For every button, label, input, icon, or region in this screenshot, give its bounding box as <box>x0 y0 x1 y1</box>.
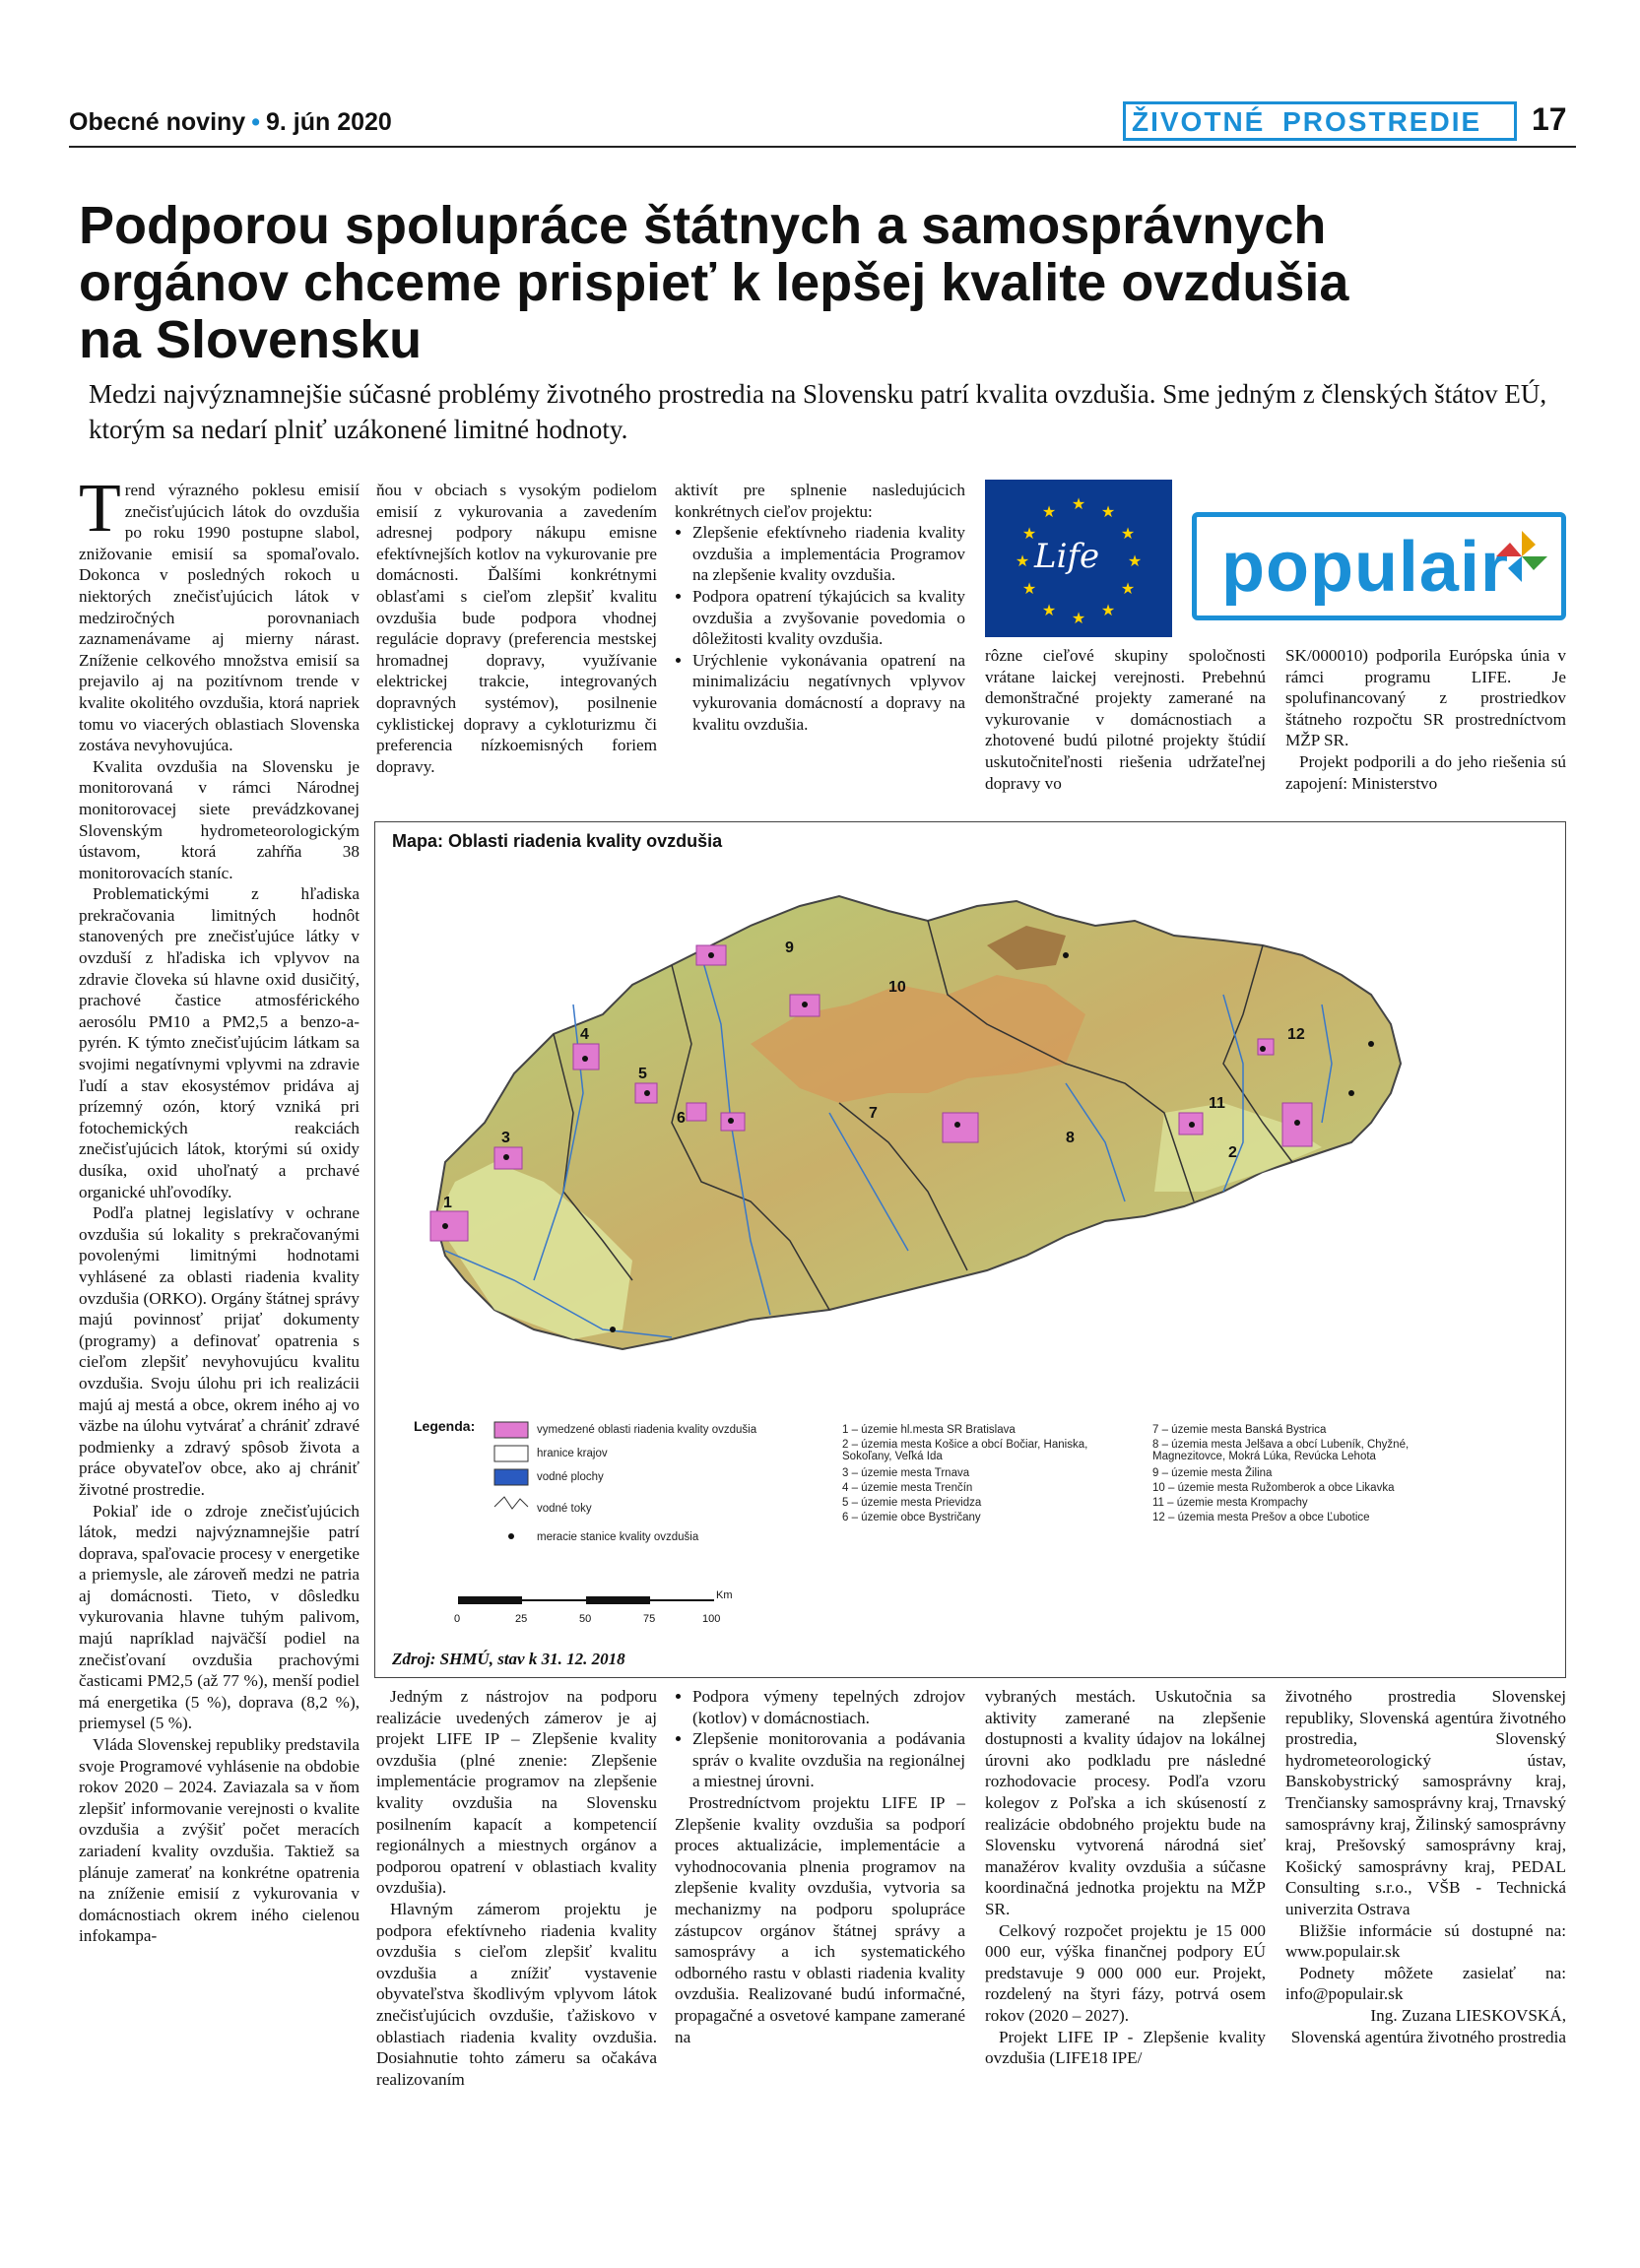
column-2-top <box>376 480 657 777</box>
life-logo-text: Life <box>1034 537 1100 576</box>
zone-number: 11 <box>1209 1095 1225 1112</box>
scale-tick: 0 <box>454 1613 461 1625</box>
issue-date: 9. jún 2020 <box>265 108 392 136</box>
header-rule <box>69 146 1576 148</box>
legend-item: hranice krajov <box>537 1448 608 1459</box>
separator-dot: • <box>251 108 260 136</box>
title-line: na Slovensku <box>79 310 423 369</box>
zone-number: 12 <box>1287 1026 1305 1043</box>
slovakia-map <box>376 867 1564 1418</box>
pinwheel-icon <box>1492 527 1551 586</box>
zone-list-item: 2 – územia mesta Košice a obcí Bočiar, Haniska, Sokoľany, Veľká Ida <box>842 1439 1088 1462</box>
paragraph: Jedným z nástrojov na podporu realizácie uvedených zámerov je aj projekt LIFE IP – Zlepšenie kvality ovzdušia (plné znenie: Zlepšenie implementácie programov na zlepšenie kvality ovzdušia na Slovensku posilnením kapacít a kompetencií regionálnych a miestnych orgánov a podporou opatrení v oblastiach kvality ovzdušia). <box>376 1687 657 1898</box>
zone-number: 8 <box>1066 1130 1075 1146</box>
paragraph: Bližšie informácie sú dostupné na: www.populair.sk <box>1285 1920 1566 1962</box>
paragraph: Podnety môžete zasielať na: info@populair.sk <box>1285 1963 1566 2004</box>
list-item: • Zlepšenie efektívneho riadenia kvality ovzdušia a implementácia Programov na zlepšenie kvality ovzdušia. <box>692 522 965 586</box>
svg-text:★: ★ <box>1021 581 1037 598</box>
zone-list-item: 1 – územie hl.mesta SR Bratislava <box>842 1424 1016 1436</box>
zone-list-item: 4 – územie mesta Trenčín <box>842 1482 973 1494</box>
paragraph: Podľa platnej legislatívy v ochrane ovzdušia sú lokality s prekračovanými povolenými limitnými hodnotami vyhlásené za oblasti riadenia kvality ovzdušia (ORKO). Orgány štátnej správy majú povinnosť prijať dokumenty (programy) a definovať opatrenia s cieľom zlepšiť nevyhovujúcu kvalitu ovzdušia. Svoju úlohu pri ich realizácii majú aj mestá a obce, okrem iného aj vo väzbe na úlohu vytvárať a chrániť zdravé podmienky a zdravý spôsob života a práce obyvateľov obce, ako aj chrániť životné prostredie. <box>79 1203 360 1499</box>
column-4-bottom <box>985 1686 1266 2069</box>
zone-number: 5 <box>638 1066 647 1082</box>
paragraph: Vláda Slovenskej republiky predstavila svoje Programové vyhlásenie na obdobie rokov 2020 – 2024. Zaviazala sa v ňom zlepšiť informovanie verejnosti o kvalite ovzdušia a zvýšiť počet meracích zariadení kvality ovzdušia. Taktiež sa plánuje zamerať na konkrétne opatrenia na zníženie emisií z vykurovania v domácnostiach okrem iného cielenou infokampa- <box>79 1735 360 1946</box>
publication-name: Obecné noviny <box>69 108 246 136</box>
svg-text:★: ★ <box>1127 553 1143 570</box>
column-3-bottom <box>675 1686 965 2047</box>
article-title <box>79 197 1556 368</box>
zone-number: 2 <box>1228 1144 1237 1161</box>
paragraph: Projekt podporili a do jeho riešenia sú zapojení: Ministerstvo <box>1285 751 1566 793</box>
title-line: Podporou spolupráce štátnych a samosprávnych <box>79 196 1327 255</box>
zone-list-item: 12 – územia mesta Prešov a obce Ľubotice <box>1152 1512 1370 1523</box>
legend-swatches <box>492 1418 532 1566</box>
zone-number: 1 <box>443 1195 452 1211</box>
legend-item: vymedzené oblasti riadenia kvality ovzdušia <box>537 1424 757 1436</box>
legend-item: meracie stanice kvality ovzdušia <box>537 1531 699 1543</box>
svg-text:★: ★ <box>1120 526 1136 543</box>
list-item: • Podpora opatrení týkajúcich sa kvality ovzdušia a zvyšovanie povedomia o dôležitosti kvality ovzdušia. <box>692 586 965 650</box>
svg-text:★: ★ <box>1021 526 1037 543</box>
svg-text:★: ★ <box>1071 496 1086 513</box>
paragraph: Prostredníctvom projektu LIFE IP – Zlepšenie kvality ovzdušia sa podporí proces aktualizácie, implementácie a vyhodnocovania plnenia programov na zlepšenie kvality ovzdušia, vytvoria sa mechanizmy na podporu spolupráce zástupcov orgánov štátnej správy a samosprávy a ich systematického odborného rastu v oblasti riadenia kvality ovzdušia. Realizované budú informačné, propagačné a osvetové kampane zamerané na <box>675 1792 965 2046</box>
paragraph: SK/000010) podporila Európska únia v rámci programu LIFE. Je spolufinancovaný z prostriedkov štátneho rozpočtu SR prostredníctvom MŽP SR. <box>1285 646 1566 750</box>
svg-text:★: ★ <box>1100 603 1116 619</box>
svg-text:★: ★ <box>1120 581 1136 598</box>
title-line: orgánov chceme prispieť k lepšej kvalite ovzdušia <box>79 253 1349 312</box>
paragraph: ňou v obciach s vysokým podielom emisií z vykurovania a zavedením adresnej podpory nákupu emisne efektívnejších kotlov na vykurovanie pre domácnosti. Ďalšími konkrétnymi oblasťami s cieľom zlepšiť kvalitu ovzdušia bude podpora vhodnej regulácie dopravy (preferencia mestskej hromadnej dopravy, využívanie elektrickej trakcie, integrovaných dopravných systémov), posilnenie cyklistickej dopravy a cykloturizmu či preferencia nízkoemisných foriem dopravy. <box>376 481 657 776</box>
paragraph: vybraných mestách. Uskutočnia sa aktivity zamerané na zlepšenie dostupnosti a kvality údajov na lokálnej úrovni ako podkladu pre následné rozhodovacie procesy. Podľa vzoru kolegov z Poľska a ich skúseností z realizácie obdobného projektu bude na Slovensku vytvorená národná sieť manažérov kvality ovzdušia a súčasne koordinačná jednotka projektu na MŽP SR. <box>985 1687 1266 1918</box>
column-4-top <box>985 645 1266 794</box>
column-5-bottom <box>1285 1686 1566 2047</box>
zone-number: 9 <box>785 940 794 956</box>
paragraph: Hlavným zámerom projektu je podpora efektívneho riadenia kvality ovzdušia s cieľom zlepšiť kvalitu ovzdušia a znížiť vystavenie obyvateľstva škodlivým vplyvom látok znečisťujúcich ovzdušie, ťažiskovo v oblastiach riadenia kvality ovzdušia. Dosiahnutie tohto zámeru sa očakáva realizovaním <box>376 1899 657 2089</box>
zone-number: 10 <box>888 979 906 996</box>
scale-tick: 100 <box>702 1613 721 1625</box>
legend-item: vodné plochy <box>537 1471 604 1483</box>
author-affiliation: Slovenská agentúra životného prostredia <box>1290 2027 1566 2046</box>
paragraph: Trend výrazného poklesu emisií znečisťujúcich látok do ovzdušia po roku 1990 postupne slabol, znižovanie emisií sa spomaľovalo. Dokonca v posledných rokoch u niektorých znečisťujúcich látok v medziročných porovnaniach zaznamenávame aj mierny nárast. Zníženie celkového množstva emisií sa prejavilo aj na pozitívnom trende v kvalite okolitého ovzdušia, ktorá napriek tomu vo viacerých oblastiach Slovenska zostáva nevyhovujúca. <box>79 471 360 755</box>
article-lead: Medzi najvýznamnejšie súčasné problémy životného prostredia na Slovensku patrí kvalita ovzdušia. Sme jedným z členských štátov EÚ, ktorým sa nedarí plniť uzákonené limitné hodnoty. <box>89 379 1547 444</box>
zone-number: 6 <box>677 1110 686 1127</box>
masthead <box>69 108 392 137</box>
section-label: ŽIVOTNÉ PROSTREDIE <box>1123 101 1517 141</box>
column-1 <box>79 471 360 1947</box>
zone-list-item: 11 – územie mesta Krompachy <box>1152 1497 1308 1509</box>
svg-text:★: ★ <box>1041 504 1057 521</box>
column-5-top <box>1285 645 1566 794</box>
zone-list-item: 5 – územie mesta Prievidza <box>842 1497 982 1509</box>
svg-text:★: ★ <box>1041 603 1057 619</box>
svg-text:★: ★ <box>1100 504 1116 521</box>
paragraph: rôzne cieľové skupiny spoločnosti vrátane laickej verejnosti. Prebehnú demonštračné projekty zamerané na vykurovanie v domácnostiach a zhotovené budú pilotné projekty štúdií uskutočniteľnosti riešenia udržateľnej dopravy vo <box>985 646 1266 793</box>
zone-number: 3 <box>501 1130 510 1146</box>
zone-number: 7 <box>869 1105 878 1122</box>
column-2-bottom <box>376 1686 657 2090</box>
paragraph: životného prostredia Slovenskej republiky, Slovenská agentúra životného prostredia, Slovenský hydrometeorologický ústav, Banskobystrický samosprávny kraj, Trenčiansky samosprávny kraj, Trnavský samosprávny kraj, Žilinský samosprávny kraj, Prešovský samosprávny kraj, Košický samosprávny kraj, PEDAL Consulting s.r.o., VŠB - Technická univerzita Ostrava <box>1285 1687 1566 1918</box>
paragraph: Projekt LIFE IP - Zlepšenie kvality ovzdušia (LIFE18 IPE/ <box>985 2027 1266 2068</box>
scale-tick: 75 <box>643 1613 656 1625</box>
goals-list <box>675 522 965 735</box>
populair-logo-text: populair <box>1221 528 1509 607</box>
zone-number: 4 <box>580 1026 589 1043</box>
zone-list-item: 9 – územie mesta Žilina <box>1152 1467 1273 1479</box>
svg-text:★: ★ <box>1071 611 1086 627</box>
zone-list-item: 7 – územie mesta Banská Bystrica <box>1152 1424 1327 1436</box>
paragraph: Problematickými z hľadiska prekračovania limitných hodnôt stanovených pre znečisťujúce látky v ovzduší z hľadiska ich vplyvov na zdravie človeka sú hlavne oxid dusičitý, prachové častice atmosférického aerosólu PM10 a PM2,5 a benzo-a-pyrén. K týmto znečisťujúcim látkam sa svojimi negatívnymi vplyvmi na zdravie ľudí a stav ekosystémov pridáva aj prízemný ozón, ktorý vzniká pri fotochemických reakciách znečisťujúcich látok, ktorými sú oxidy dusíka, oxid uhoľnatý a prchavé organické uhľovodíky. <box>79 884 360 1201</box>
paragraph: Celkový rozpočet projektu je 15 000 000 eur, výška finančnej podpory EÚ predstavuje 9 000 000 eur. Projekt, rozdelený na štyri fázy, potrvá osem rokov (2020 – 2027). <box>985 1920 1266 2025</box>
scale-bar <box>448 1590 744 1630</box>
paragraph: Kvalita ovzdušia na Slovensku je monitorovaná v rámci Národnej monitorovacej siete prevádzkovanej Slovenským hydrometeorologickým ústavom, ktorá zahŕňa 38 monitorovacích staníc. <box>79 756 360 882</box>
list-item: • Urýchlenie vykonávania opatrení na minimalizáciu negatívnych vplyvov vykurovania domácností a dopravy na kvalitu ovzdušia. <box>692 650 965 735</box>
legend-item: vodné toky <box>537 1503 592 1515</box>
svg-text:★: ★ <box>1015 553 1030 570</box>
scale-tick: 25 <box>515 1613 528 1625</box>
page-number: 17 <box>1532 101 1567 137</box>
author-name: Ing. Zuzana LIESKOVSKÁ, <box>1370 2005 1566 2025</box>
zone-list-item: 6 – územie obce Bystričany <box>842 1512 981 1523</box>
column-3-top <box>675 480 965 735</box>
zone-list-item: 10 – územie mesta Ružomberok a obce Likavka <box>1152 1482 1395 1494</box>
list-item: • Zlepšenie monitorovania a podávania správ o kvalite ovzdušia na regionálnej a miestnej úrovni. <box>692 1728 965 1792</box>
drop-cap: T <box>79 471 121 547</box>
legend-title: Legenda: <box>414 1418 476 1434</box>
goals-list <box>675 1686 965 1792</box>
zone-list-item: 8 – územia mesta Jelšava a obcí Lubeník, Chyžné, Magnezitovce, Mokrá Lúka, Revúcka Lehota <box>1152 1439 1410 1462</box>
paragraph: aktivít pre splnenie nasledujúcich konkrétnych cieľov projektu: <box>675 481 965 521</box>
map-source: Zdroj: SHMÚ, stav k 31. 12. 2018 <box>392 1650 625 1668</box>
paragraph: Pokiaľ ide o zdroje znečisťujúcich látok, medzi najvýznamnejšie patrí doprava, spaľovacie procesy v energetike a priemysle, ale zároveň medzi ne patria aj domácnosti. Tieto, v dôsledku vykurovania hlavne tuhým palivom, majú napríklad najväčší podiel na znečisťovaní ovzdušia prachovými časticami PM2,5 (až 77 %), menší podiel má energetika (5 %), doprava (8,2 %), priemysel (5 %). <box>79 1501 360 1733</box>
list-item: • Podpora výmeny tepelných zdrojov (kotlov) v domácnostiach. <box>692 1686 965 1728</box>
scale-unit: Km <box>716 1590 733 1601</box>
scale-tick: 50 <box>579 1613 592 1625</box>
zone-list-item: 3 – územie mesta Trnava <box>842 1467 970 1479</box>
map-title: Mapa: Oblasti riadenia kvality ovzdušia <box>392 831 723 851</box>
